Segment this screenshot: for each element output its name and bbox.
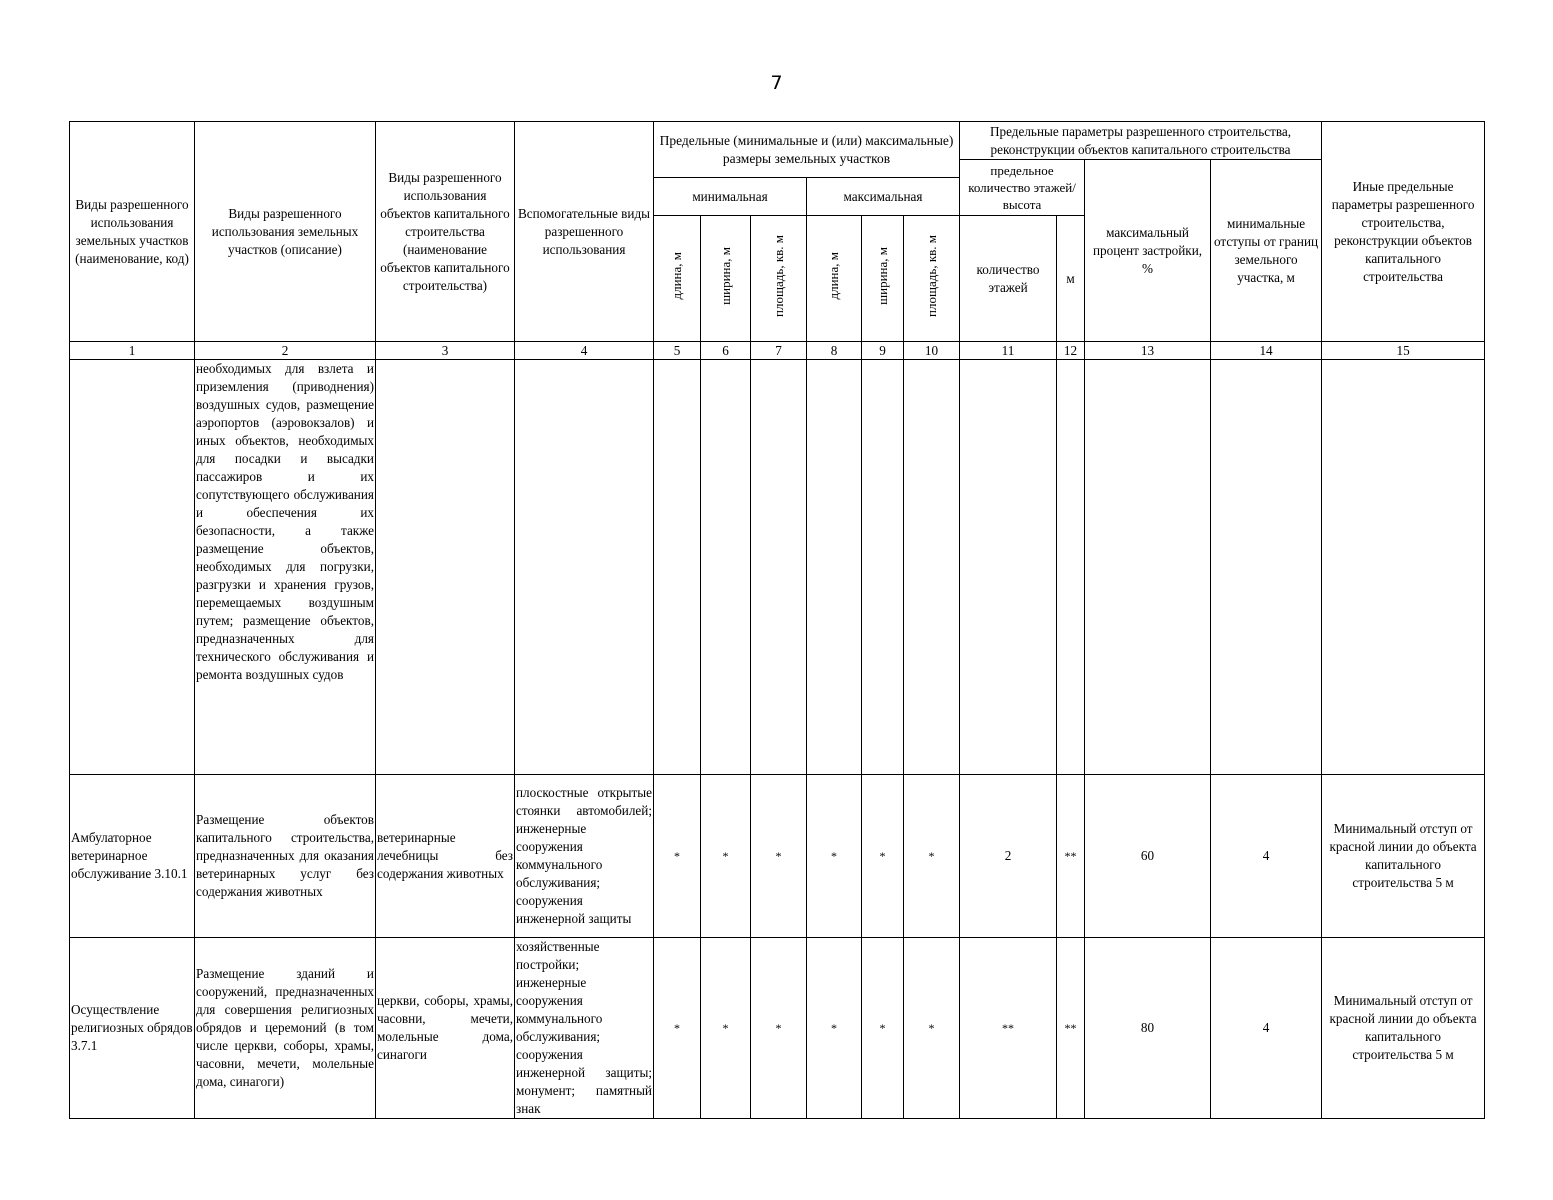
- column-number: 2: [195, 342, 376, 360]
- column-number-row: [70, 342, 1485, 360]
- header-min-width: [701, 216, 751, 342]
- column-number: 6: [701, 342, 751, 360]
- max-width-value: [862, 360, 904, 775]
- column-number: 8: [807, 342, 862, 360]
- min-length-value: *: [654, 775, 701, 938]
- header-meters: м: [1057, 216, 1085, 342]
- other-params: Минимальный отступ от красной линии до объекта капитального строительства 5 м: [1322, 938, 1485, 1119]
- header-group-params: Предельные параметры разрешенного строительства, реконструкции объектов капитального строительства: [960, 122, 1322, 160]
- header-max-percent: максимальный процент застройки, %: [1085, 160, 1211, 342]
- floors-value: **: [960, 938, 1057, 1119]
- max-area-label: площадь, кв. м: [923, 235, 939, 317]
- column-number: 10: [904, 342, 960, 360]
- header-col-1: Виды разрешенного использования земельных участков (наименование, код): [70, 122, 195, 342]
- min-width-value: *: [701, 938, 751, 1119]
- column-number: 4: [515, 342, 654, 360]
- max-length-value: [807, 360, 862, 775]
- header-col-4: Вспомогательные виды разрешенного использования: [515, 122, 654, 342]
- column-number: 9: [862, 342, 904, 360]
- floors-value: 2: [960, 775, 1057, 938]
- column-number: 3: [376, 342, 515, 360]
- header-min-setback: минимальные отступы от границ земельного участка, м: [1211, 160, 1322, 342]
- min-area-value: *: [751, 938, 807, 1119]
- min-area-value: [751, 360, 807, 775]
- min-setback-value: 4: [1211, 775, 1322, 938]
- min-area-label: площадь, кв. м: [770, 235, 786, 317]
- min-length-value: *: [654, 938, 701, 1119]
- auxiliary-uses: хозяйственные постройки; инженерные сооружения коммунального обслуживания; сооружения инженерной защиты; монумент; памятный знак: [515, 938, 654, 1119]
- other-params: [1322, 360, 1485, 775]
- min-setback-value: [1211, 360, 1322, 775]
- max-percent-value: [1085, 360, 1211, 775]
- height-value: **: [1057, 775, 1085, 938]
- column-number: 14: [1211, 342, 1322, 360]
- header-min: минимальная: [654, 178, 807, 216]
- header-floors: количество этажей: [960, 216, 1057, 342]
- max-length-value: *: [807, 938, 862, 1119]
- capital-construction-types: [376, 360, 515, 775]
- column-number: 15: [1322, 342, 1485, 360]
- land-use-description: Размещение объектов капитального строительства, предназначенных для оказания ветеринарных услуг без содержания животных: [195, 775, 376, 938]
- capital-construction-types: церкви, соборы, храмы, часовни, мечети, молельные дома, синагоги: [376, 938, 515, 1119]
- max-area-value: [904, 360, 960, 775]
- max-width-value: *: [862, 775, 904, 938]
- column-number: 7: [751, 342, 807, 360]
- header-max: максимальная: [807, 178, 960, 216]
- table-row: [70, 775, 1485, 938]
- column-number: 12: [1057, 342, 1085, 360]
- capital-construction-types: ветеринарные лечебницы без содержания животных: [376, 775, 515, 938]
- min-width-label: ширина, м: [717, 247, 733, 305]
- land-use-description: Размещение зданий и сооружений, предназначенных для совершения религиозных обрядов и церемоний (в том числе церкви, соборы, храмы, часовни, мечети, молельные дома, синагоги): [195, 938, 376, 1119]
- header-min-area: [751, 216, 807, 342]
- min-width-value: [701, 360, 751, 775]
- header-max-area: [904, 216, 960, 342]
- min-length-label: длина, м: [669, 252, 684, 300]
- land-use-description: необходимых для взлета и приземления (приводнения) воздушных судов, размещение аэропортов (аэровокзалов) и иных объектов, необходимых для посадки и высадки пассажиров и их сопутствующего обслуживания и обеспечения их безопасности, а также размещение объектов, необходимых для погрузки, разгрузки и хранения грузов, перемещаемых воздушным путем; размещение объектов, предназначенных для технического обслуживания и ремонта воздушных судов: [195, 360, 376, 775]
- column-number: 13: [1085, 342, 1211, 360]
- other-params: Минимальный отступ от красной линии до объекта капитального строительства 5 м: [1322, 775, 1485, 938]
- max-percent-value: 60: [1085, 775, 1211, 938]
- min-setback-value: 4: [1211, 938, 1322, 1119]
- floors-value: [960, 360, 1057, 775]
- max-length-label: длина, м: [826, 252, 841, 300]
- land-use-name: Осуществление религиозных обрядов 3.7.1: [70, 938, 195, 1119]
- max-length-value: *: [807, 775, 862, 938]
- header-col-3: Виды разрешенного использования объектов капитального строительства (наименование объектов капитального строительства): [376, 122, 515, 342]
- max-area-value: *: [904, 938, 960, 1119]
- min-area-value: *: [751, 775, 807, 938]
- land-use-name: Амбулаторное ветеринарное обслуживание 3.10.1: [70, 775, 195, 938]
- header-floors-height: предельное количество этажей/высота: [960, 160, 1085, 216]
- height-value: [1057, 360, 1085, 775]
- table-row: [70, 938, 1485, 1119]
- column-number: 1: [70, 342, 195, 360]
- max-width-label: ширина, м: [874, 247, 890, 305]
- max-area-value: *: [904, 775, 960, 938]
- auxiliary-uses: плоскостные открытые стоянки автомобилей; инженерные сооружения коммунального обслуживания; сооружения инженерной защиты: [515, 775, 654, 938]
- header-max-width: [862, 216, 904, 342]
- auxiliary-uses: [515, 360, 654, 775]
- height-value: **: [1057, 938, 1085, 1119]
- table-row: [70, 360, 1485, 775]
- header-col-2: Виды разрешенного использования земельных участков (описание): [195, 122, 376, 342]
- header-row-1: [70, 122, 1485, 160]
- header-col-15: Иные предельные параметры разрешенного строительства, реконструкции объектов капитального строительства: [1322, 122, 1485, 342]
- page-number: 7: [770, 72, 783, 94]
- header-group-sizes: Предельные (минимальные и (или) максимальные) размеры земельных участков: [654, 122, 960, 178]
- column-number: 5: [654, 342, 701, 360]
- max-width-value: *: [862, 938, 904, 1119]
- land-use-name: [70, 360, 195, 775]
- header-max-length: [807, 216, 862, 342]
- min-length-value: [654, 360, 701, 775]
- land-use-table: [69, 121, 1485, 1119]
- max-percent-value: 80: [1085, 938, 1211, 1119]
- min-width-value: *: [701, 775, 751, 938]
- column-number: 11: [960, 342, 1057, 360]
- header-min-length: [654, 216, 701, 342]
